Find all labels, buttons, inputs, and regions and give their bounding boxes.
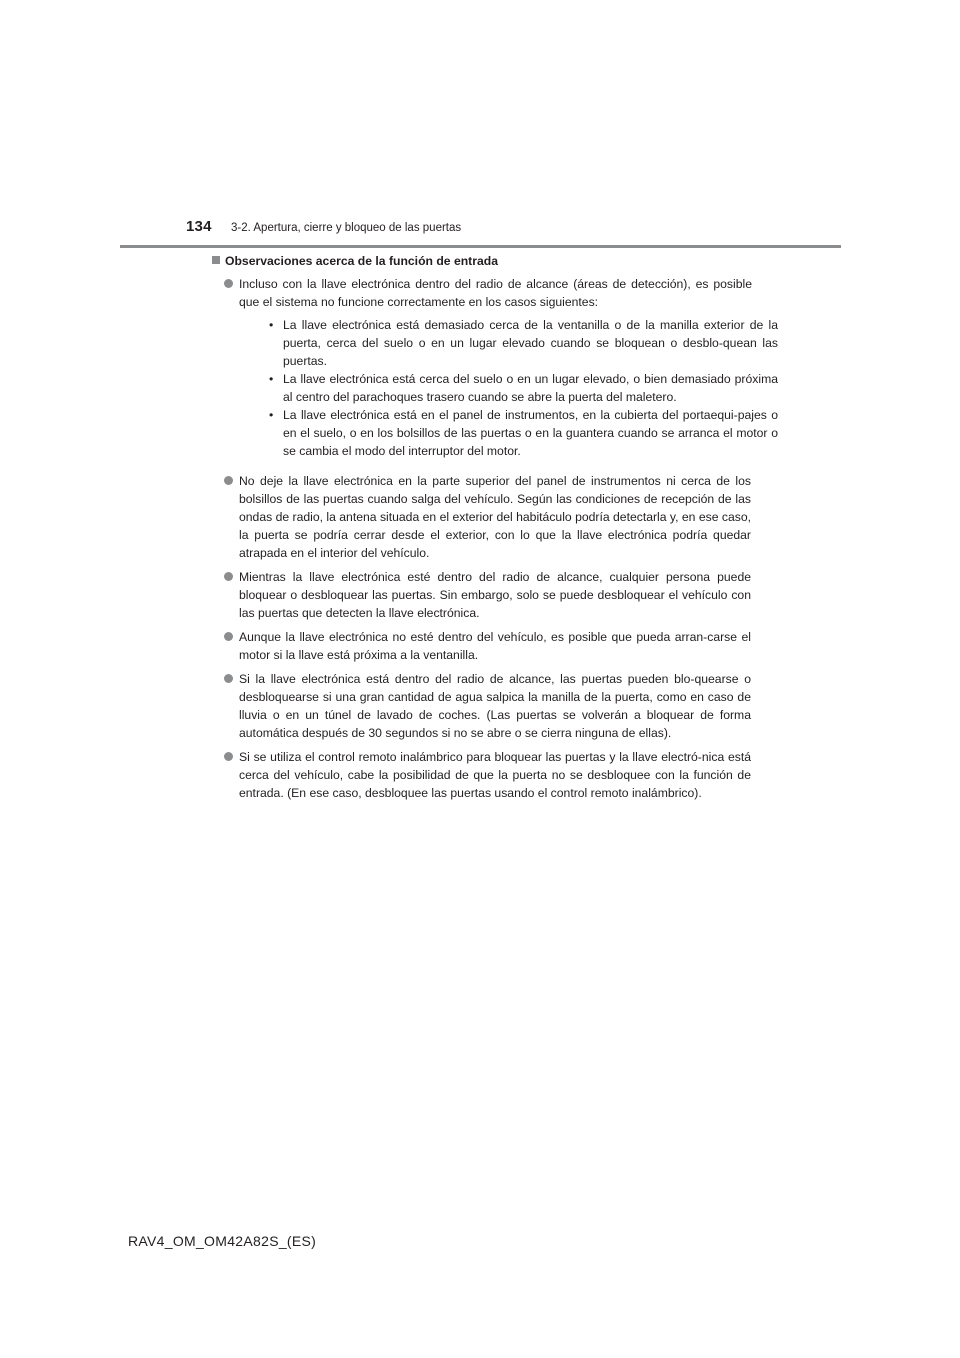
sub-list-item — [267, 406, 778, 460]
dot-bullet-icon: • — [269, 408, 274, 422]
circle-bullet-icon — [224, 632, 233, 641]
sub-list-item — [267, 316, 778, 370]
list-item — [211, 568, 751, 622]
list-item-text: Si se utiliza el control remoto inalámbrico para bloquear las puertas y la llave electró-nica está cerca del vehículo, cabe la posibilidad de que la puerta no se desbloquee con la función de entrada. (En ese caso, desbloquee las puertas usando el control remoto inalámbrico). — [239, 750, 751, 800]
list-item — [211, 670, 751, 742]
sub-list — [267, 316, 778, 460]
circle-bullet-icon — [224, 752, 233, 761]
list-item — [211, 628, 751, 664]
dot-bullet-icon: • — [269, 318, 274, 332]
list-item-text: Aunque la llave electrónica no esté dentro del vehículo, es posible que pueda arran-carse el motor si la llave está próxima a la ventanilla. — [239, 630, 751, 662]
list-item-text: Incluso con la llave electrónica dentro del radio de alcance (áreas de detección), es posible que el sistema no funcione correctamente en los casos siguientes: — [239, 277, 752, 309]
list-item-text: Si la llave electrónica está dentro del radio de alcance, las puertas pueden blo-quearse o desbloquearse si una gran cantidad de agua salpica la manilla de la puerta, como en caso de lluvia o en un túnel de lavado de coches. (Las puertas se volverán a bloquear de forma automática después de 30 segundos si no se abre o se cierra ninguna de ellas). — [239, 672, 751, 740]
circle-bullet-icon — [224, 674, 233, 683]
sub-list-item — [267, 370, 778, 406]
section-heading-text: Observaciones acerca de la función de entrada — [225, 254, 498, 268]
sub-list-item-text: La llave electrónica está en el panel de instrumentos, en la cubierta del portaequi-pajes o en el suelo, o en los bolsillos de las puertas o en la guantera cuando se arranca el motor o se cambia el modo del interruptor del motor. — [283, 408, 778, 458]
circle-bullet-icon — [224, 476, 233, 485]
list-item — [211, 275, 778, 466]
section-heading — [211, 252, 751, 270]
list-item — [211, 472, 751, 562]
page-number: 134 — [186, 218, 212, 235]
document-code: RAV4_OM_OM42A82S_(ES) — [128, 1233, 317, 1249]
square-bullet-icon — [212, 256, 220, 264]
circle-bullet-icon — [224, 572, 233, 581]
list-item-text: No deje la llave electrónica en la parte superior del panel de instrumentos ni cerca de los bolsillos de las puertas cuando salga del vehículo. Según las condiciones de recepción de las ondas de radio, la antena situada en el exterior del habitáculo podría detectarla y, en ese caso, la puerta se podría cerrar desde el exterior, con lo que la llave electrónica podría quedar atrapada en el interior del vehículo. — [239, 474, 751, 560]
header-divider — [120, 245, 841, 248]
section-title: 3-2. Apertura, cierre y bloqueo de las puertas — [231, 222, 462, 234]
sub-list-item-text: La llave electrónica está demasiado cerca de la ventanilla o de la manilla exterior de la puerta, cerca del suelo o en un lugar elevado cuando se bloquean o desblo-quean las puertas. — [283, 318, 778, 368]
dot-bullet-icon: • — [269, 372, 274, 386]
main-content — [211, 252, 778, 808]
list-item-text: Mientras la llave electrónica esté dentro del radio de alcance, cualquier persona puede bloquear o desbloquear las puertas. Sin embargo, solo se puede desbloquear el vehículo con las puertas que detecten la llave electrónica. — [239, 570, 751, 620]
circle-bullet-icon — [224, 279, 233, 288]
list-item — [211, 748, 751, 802]
sub-list-item-text: La llave electrónica está cerca del suelo o en un lugar elevado, o bien demasiado próxima al centro del parachoques trasero cuando se abre la puerta del maletero. — [283, 372, 778, 404]
